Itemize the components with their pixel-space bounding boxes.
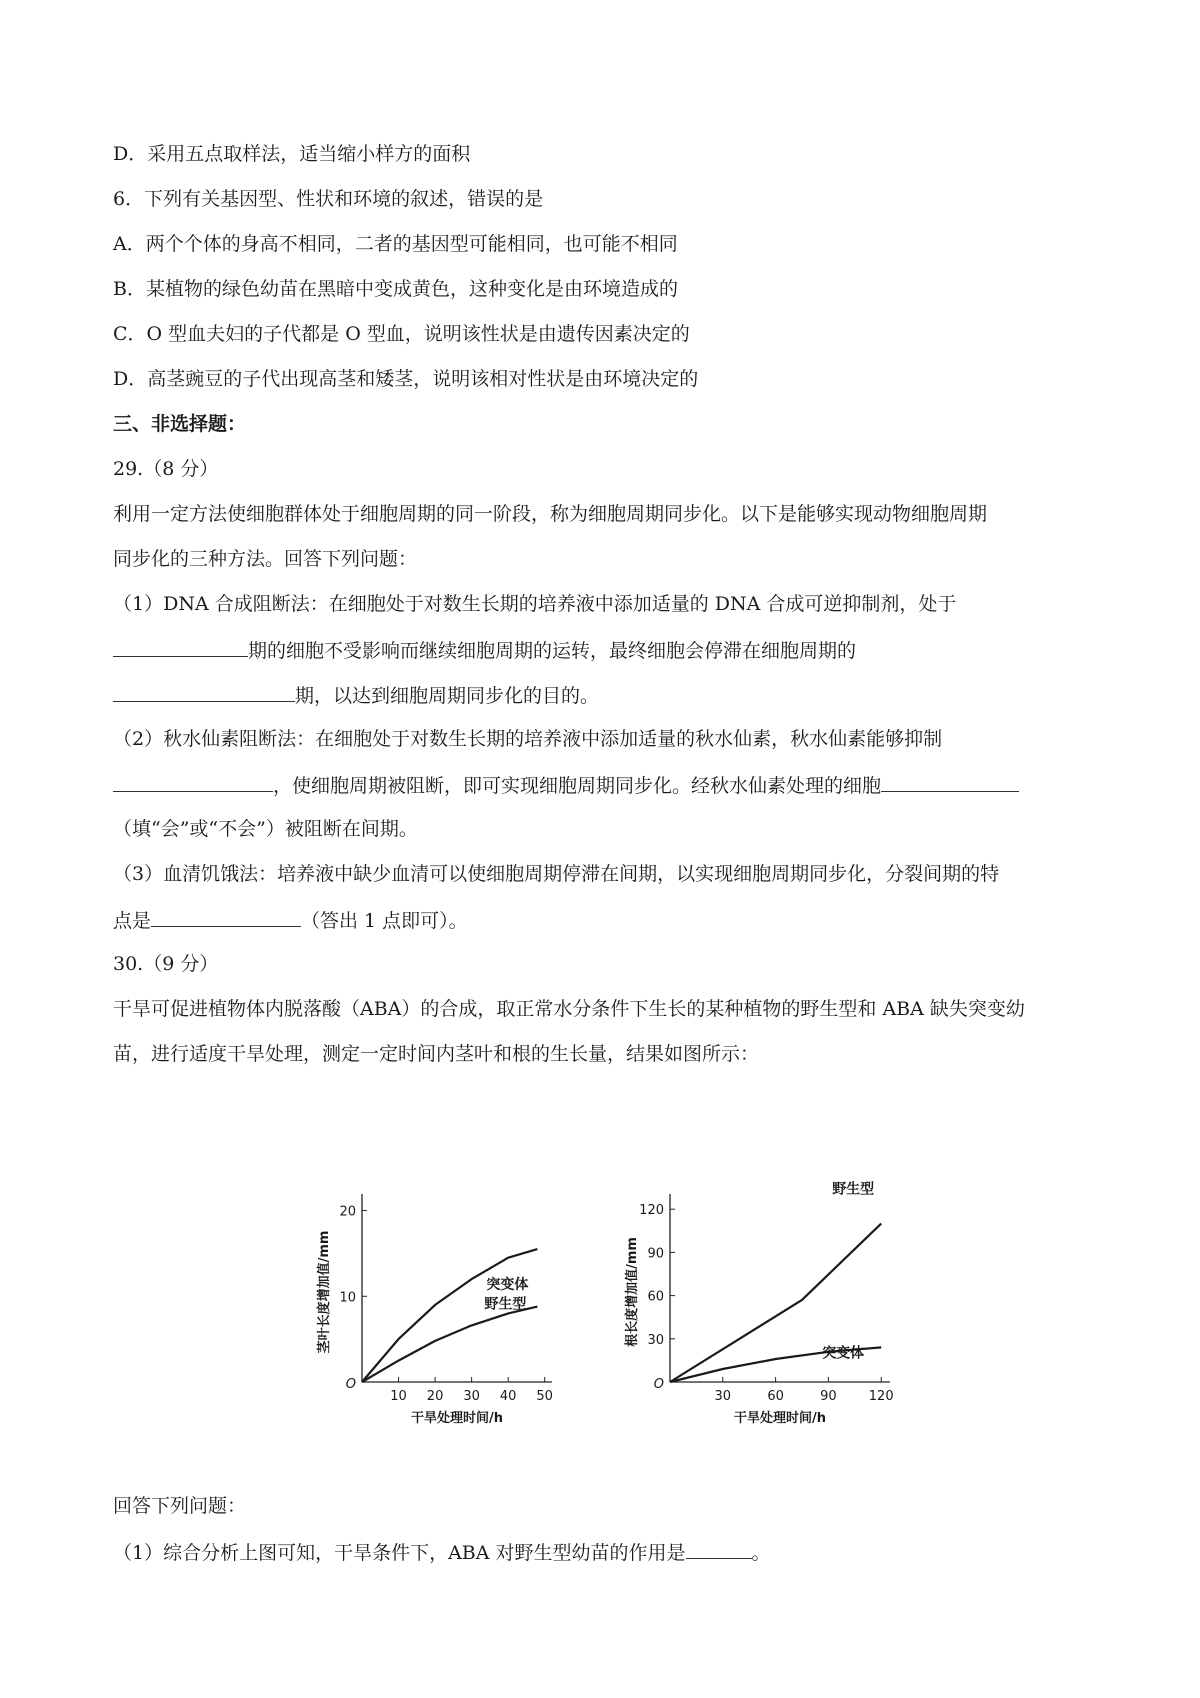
series-line-2 (362, 1307, 537, 1382)
q30-part1-text-b: 。 (751, 1542, 771, 1564)
option-5d: D．采用五点取样法，适当缩小样方的面积 (113, 143, 471, 165)
x-tick-label: 60 (767, 1389, 784, 1404)
q30-part1-text-a: （1）综合分析上图可知，干旱条件下，ABA 对野生型幼苗的作用是 (113, 1542, 686, 1564)
x-tick-label: 30 (714, 1389, 732, 1404)
x-tick-label: 50 (536, 1389, 553, 1404)
q29-part2-line1: （2）秋水仙素阻断法：在细胞处于对数生长期的培养液中添加适量的秋水仙素，秋水仙素能够抑制 (113, 728, 943, 750)
y-tick-label: 20 (339, 1204, 356, 1220)
q29-part3-text-b: （答出 1 点即可）。 (301, 910, 468, 932)
q29-part1-text3: 期，以达到细胞周期同步化的目的。 (295, 685, 600, 707)
q30-intro-line2: 苗，进行适度干旱处理，测定一定时间内茎叶和根的生长量，结果如图所示： (113, 1043, 760, 1065)
q29-intro-line2: 同步化的三种方法。回答下列问题： (113, 548, 418, 570)
option-6d: D．高茎豌豆的子代出现高茎和矮茎，说明该相对性状是由环境决定的 (113, 368, 699, 390)
x-tick-label: 30 (463, 1389, 480, 1404)
question-29-header: 29.（8 分） (113, 458, 219, 480)
y-axis-label: 茎叶长度增加值/mm (317, 1230, 332, 1354)
series-label: 突变体 (822, 1345, 865, 1362)
option-6a: A．两个个体的身高不相同，二者的基因型可能相同，也可能不相同 (113, 233, 678, 255)
x-axis-label: 干旱处理时间/h (733, 1411, 827, 1426)
y-tick-label: 30 (647, 1332, 664, 1348)
series-line-1 (362, 1249, 537, 1382)
series-label: 野生型 (484, 1296, 527, 1313)
option-6b: B．某植物的绿色幼苗在黑暗中变成黄色，这种变化是由环境造成的 (113, 278, 678, 300)
y-tick-label: 120 (639, 1203, 664, 1219)
origin-label: O (653, 1377, 664, 1392)
q29-part3-line1: （3）血清饥饿法：培养液中缺少血清可以使细胞周期停滞在间期，以实现细胞周期同步化，分裂间期的特 (113, 863, 1000, 885)
series-label: 野生型 (832, 1181, 875, 1198)
q29-part1-text2: 期的细胞不受影响而继续细胞周期的运转，最终细胞会停滞在细胞周期的 (248, 640, 857, 662)
q29-part2-text2: ，使细胞周期被阻断，即可实现细胞周期同步化。经秋水仙素处理的细胞 (273, 775, 882, 797)
question-30-header: 30.（9 分） (113, 953, 219, 975)
x-tick-label: 90 (820, 1389, 837, 1404)
answer-blank[interactable] (113, 771, 273, 792)
section-heading: 三、非选择题： (113, 413, 247, 435)
q29-part1-line3 (113, 681, 599, 709)
y-tick-label: 60 (647, 1289, 664, 1305)
x-tick-label: 120 (868, 1389, 894, 1404)
x-axis-label: 干旱处理时间/h (410, 1411, 504, 1426)
y-tick-label: 10 (339, 1290, 356, 1306)
series-label: 突变体 (486, 1277, 529, 1294)
x-tick-label: 10 (390, 1389, 407, 1404)
q29-part1-line1: （1）DNA 合成阻断法：在细胞处于对数生长期的培养液中添加适量的 DNA 合成可逆抑制剂，处于 (113, 593, 957, 615)
q29-part2-line2 (113, 771, 1019, 799)
figure-charts (300, 1170, 920, 1460)
y-tick-label: 90 (647, 1246, 664, 1262)
answer-blank[interactable] (881, 771, 1019, 792)
answer-blank[interactable] (686, 1538, 752, 1559)
q29-part3-line2 (113, 906, 468, 934)
x-tick-label: 20 (426, 1389, 444, 1404)
answer-blank[interactable] (151, 906, 301, 927)
answer-blank[interactable] (113, 636, 248, 657)
q29-part3-text-a: 点是 (113, 910, 152, 932)
q29-intro-line1: 利用一定方法使细胞群体处于细胞周期的同一阶段，称为细胞周期同步化。以下是能够实现动物细胞周期 (113, 503, 988, 525)
option-6c: C．O 型血夫妇的子代都是 O 型血，说明该性状是由遗传因素决定的 (113, 323, 690, 345)
growth-charts (300, 1170, 920, 1460)
x-tick-label: 40 (499, 1389, 517, 1404)
q30-part1 (113, 1538, 771, 1566)
answer-blank[interactable] (113, 681, 295, 702)
q30-answer-prompt: 回答下列问题： (113, 1495, 247, 1517)
q29-part2-line3: （填“会”或“不会”）被阻断在间期。 (113, 818, 418, 840)
question-6-stem: 6．下列有关基因型、性状和环境的叙述，错误的是 (113, 188, 544, 210)
y-axis-label: 根长度增加值/mm (625, 1237, 640, 1347)
q30-intro-line1: 干旱可促进植物体内脱落酸（ABA）的合成，取正常水分条件下生长的某种植物的野生型和 ABA 缺失突变幼 (113, 998, 1025, 1020)
origin-label: O (345, 1377, 356, 1392)
q29-part1-line2 (113, 636, 856, 664)
